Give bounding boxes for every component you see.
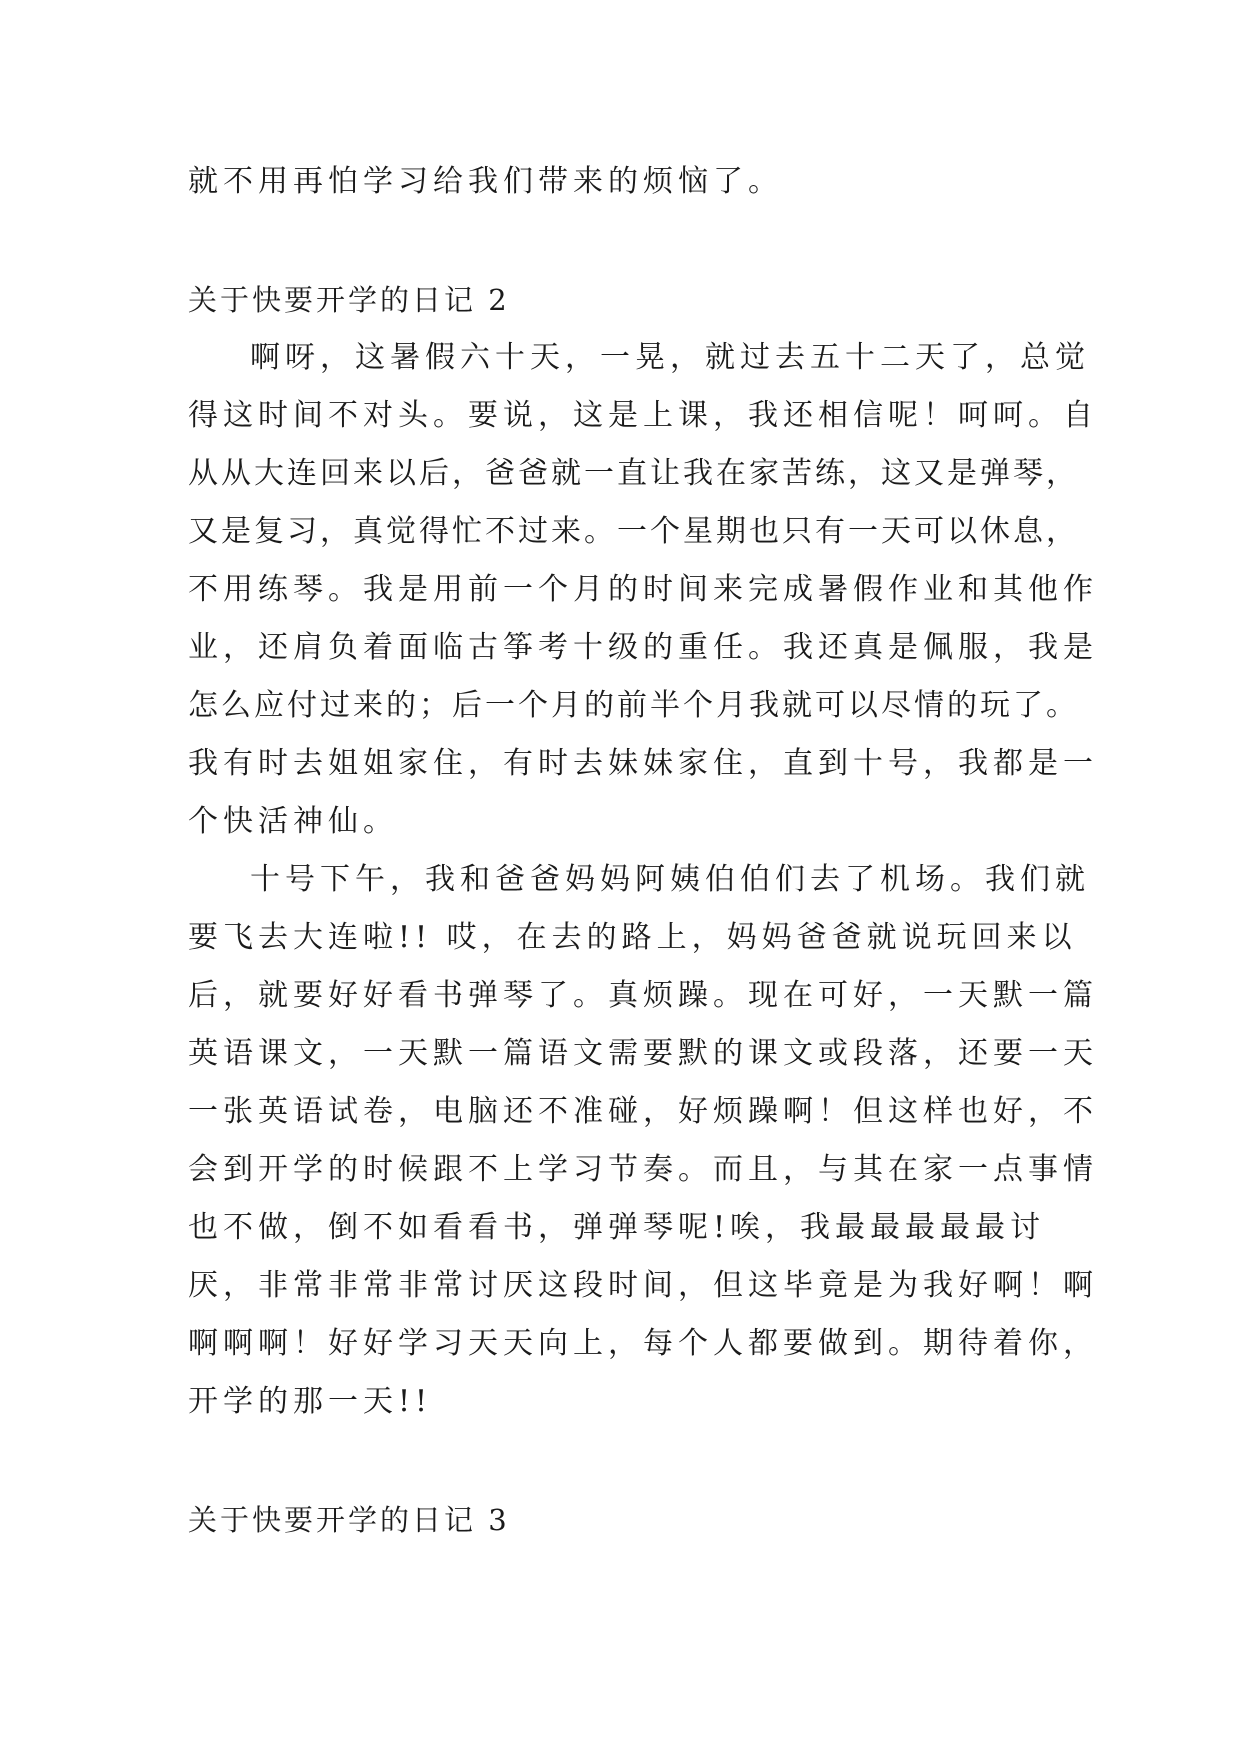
paragraph-line: 个快活神仙。 bbox=[188, 804, 398, 839]
paragraph-line: 得这时间不对头。要说，这是上课，我还相信呢！呵呵。自 bbox=[188, 398, 1098, 433]
paragraph-line: 不用练琴。我是用前一个月的时间来完成暑假作业和其他作 bbox=[188, 572, 1098, 607]
paragraph-line: 就不用再怕学习给我们带来的烦恼了。 bbox=[188, 164, 783, 199]
paragraph-line: 一张英语试卷，电脑还不准碰，好烦躁啊！但这样也好，不 bbox=[188, 1094, 1098, 1129]
paragraph-line: 厌，非常非常非常讨厌这段时间，但这毕竟是为我好啊！啊 bbox=[188, 1268, 1098, 1303]
paragraph-line: 开学的那一天!! bbox=[188, 1384, 433, 1419]
paragraph-line: 从从大连回来以后，爸爸就一直让我在家苦练，这又是弹琴， bbox=[188, 456, 1079, 491]
section-heading: 关于快要开学的日记 3 bbox=[188, 1503, 510, 1537]
paragraph-line: 也不做，倒不如看看书，弹弹琴呢!唉，我最最最最最讨 bbox=[188, 1210, 1046, 1245]
paragraph-line: 啊呀，这暑假六十天，一晃，就过去五十二天了，总觉 bbox=[250, 340, 1090, 375]
paragraph-line: 又是复习，真觉得忙不过来。一个星期也只有一天可以休息， bbox=[188, 514, 1079, 549]
paragraph-line: 要飞去大连啦!! 哎，在去的路上，妈妈爸爸就说玩回来以 bbox=[188, 920, 1077, 955]
paragraph-line: 业，还肩负着面临古筝考十级的重任。我还真是佩服，我是 bbox=[188, 630, 1098, 665]
section-heading: 关于快要开学的日记 2 bbox=[188, 283, 510, 317]
paragraph-line: 怎么应付过来的；后一个月的前半个月我就可以尽情的玩了。 bbox=[188, 688, 1079, 723]
paragraph-line: 会到开学的时候跟不上学习节奏。而且，与其在家一点事情 bbox=[188, 1152, 1098, 1187]
paragraph-line: 后，就要好好看书弹琴了。真烦躁。现在可好，一天默一篇 bbox=[188, 978, 1098, 1013]
paragraph-line: 十号下午，我和爸爸妈妈阿姨伯伯们去了机场。我们就 bbox=[250, 862, 1090, 897]
paragraph-line: 我有时去姐姐家住，有时去妹妹家住，直到十号，我都是一 bbox=[188, 746, 1098, 781]
paragraph-line: 英语课文，一天默一篇语文需要默的课文或段落，还要一天 bbox=[188, 1036, 1098, 1071]
paragraph-line: 啊啊啊！好好学习天天向上，每个人都要做到。期待着你， bbox=[188, 1326, 1098, 1361]
